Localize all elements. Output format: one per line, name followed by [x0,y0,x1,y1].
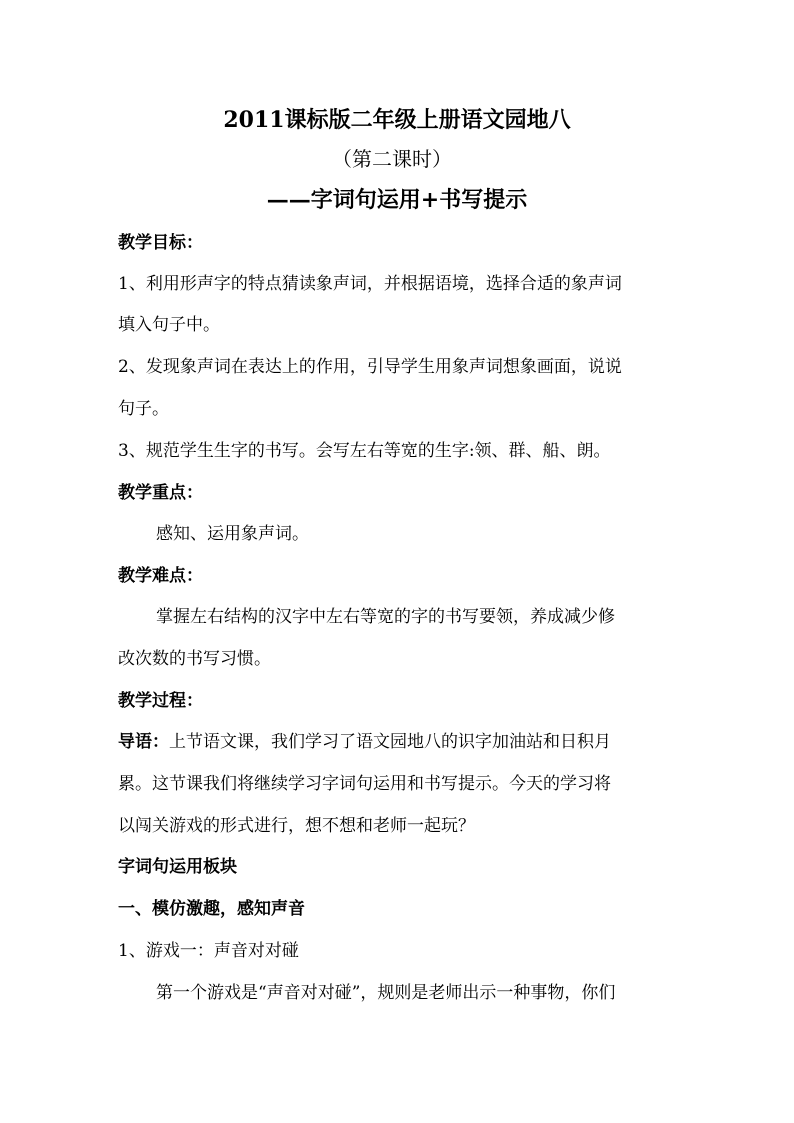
paragraph-line: 1、游戏一：声音对对碰 [118,941,299,961]
heading-difficulties: 教学难点： [118,566,203,586]
paragraph-line: 第一个游戏是“声音对对碰”，规则是老师出示一种事物，你们 [156,983,616,1003]
intro-text: 上节语文课，我们学习了语文园地八的识字加油站和日积月 [169,732,611,752]
paragraph-line: 填入句子中。 [118,315,220,335]
paragraph-line: 1、利用形声字的特点猜读象声词，并根据语境，选择合适的象声词 [118,274,622,294]
paragraph-line: 以闯关游戏的形式进行，想不想和老师一起玩？ [118,816,475,836]
document-subtitle: （第二课时） [332,147,452,171]
paragraph-line: 累。这节课我们将继续学习字词句运用和书写提示。今天的学习将 [118,774,611,794]
paragraph-line: 感知、运用象声词。 [156,524,309,544]
heading-objectives: 教学目标： [118,233,203,253]
intro-line [118,732,678,752]
subsection-heading: 一、模仿激趣，感知声音 [118,899,305,919]
paragraph-line: 3、规范学生生字的书写。会写左右等宽的生字:领、群、船、朗。 [118,441,611,461]
paragraph-line: 掌握左右结构的汉字中左右等宽的字的书写要领，养成减少修 [156,607,615,627]
paragraph-line: 2、发现象声词在表达上的作用，引导学生用象声词想象画面，说说 [118,357,622,377]
heading-process: 教学过程： [118,691,203,711]
paragraph-line: 改次数的书写习惯。 [118,649,271,669]
intro-label: 导语： [118,732,169,752]
heading-key-points: 教学重点： [118,483,203,503]
document-topic: ——字词句运用+书写提示 [266,187,528,213]
document-title: 2011课标版二年级上册语文园地八 [223,107,571,133]
section-heading: 字词句运用板块 [118,857,237,877]
paragraph-line: 句子。 [118,399,169,419]
